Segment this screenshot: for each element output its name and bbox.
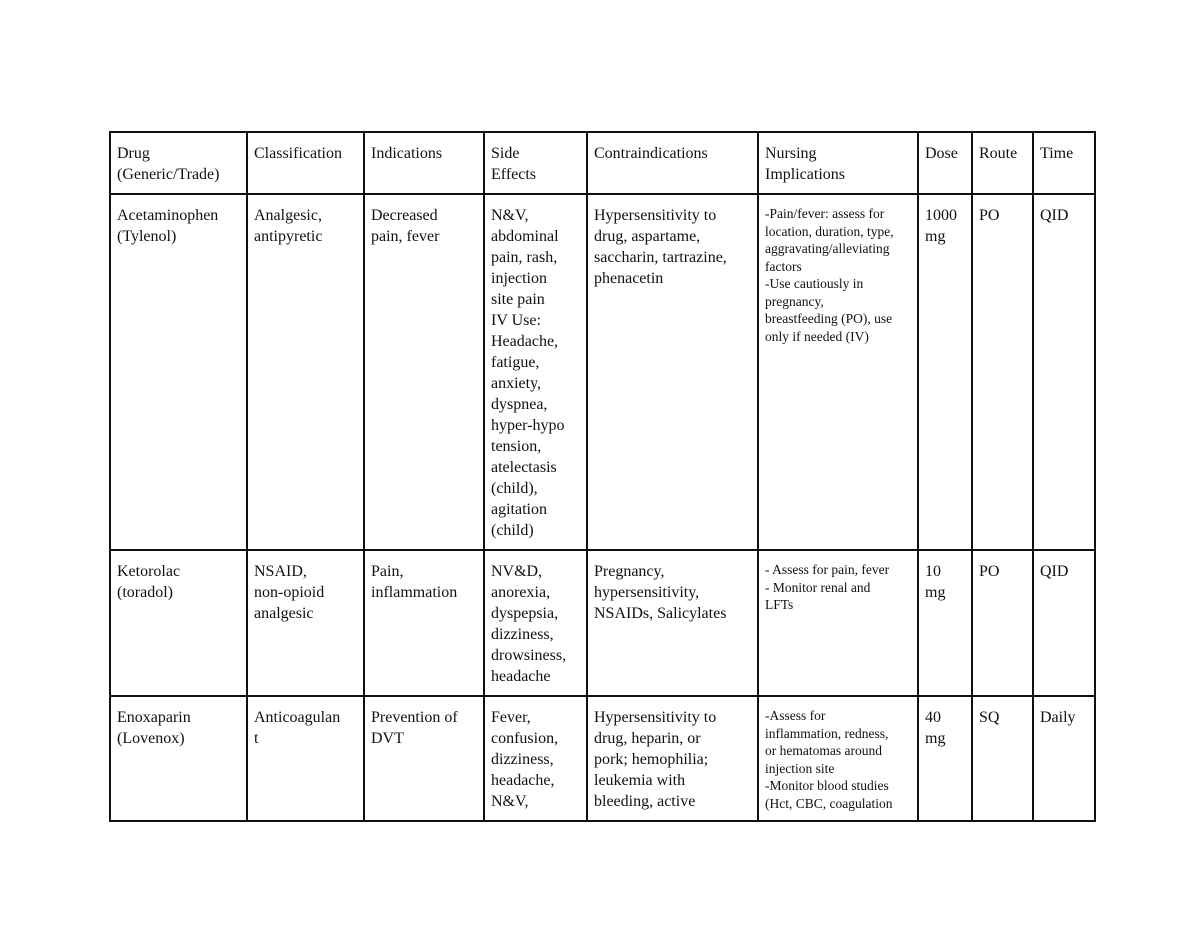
nursing-implications-cell: - Assess for pain, fever - Monitor renal and LFTs [758, 550, 918, 696]
table-row [110, 696, 1095, 821]
classification-cell: Analgesic, antipyretic [247, 194, 364, 550]
dose-cell: 40 mg [918, 696, 972, 821]
table-row [110, 194, 1095, 550]
header-indications: Indications [364, 132, 484, 194]
classification-cell: Anticoagulan t [247, 696, 364, 821]
drug-table [109, 131, 1096, 822]
header-time: Time [1033, 132, 1095, 194]
header-nursing-implications: Nursing Implications [758, 132, 918, 194]
side-effects-cell: NV&D, anorexia, dyspepsia, dizziness, drowsiness, headache [484, 550, 587, 696]
nursing-implications-cell: -Pain/fever: assess for location, duration, type, aggravating/alleviating factors -Use cautiously in pregnancy, breastfeeding (PO), use only if needed (IV) [758, 194, 918, 550]
header-dose: Dose [918, 132, 972, 194]
route-cell: PO [972, 194, 1033, 550]
table-row [110, 550, 1095, 696]
drug-cell: Ketorolac (toradol) [110, 550, 247, 696]
time-cell: QID [1033, 550, 1095, 696]
header-contraindications: Contraindications [587, 132, 758, 194]
header-drug: Drug (Generic/Trade) [110, 132, 247, 194]
indications-cell: Decreased pain, fever [364, 194, 484, 550]
side-effects-cell: Fever, confusion, dizziness, headache, N&V, [484, 696, 587, 821]
drug-cell: Enoxaparin (Lovenox) [110, 696, 247, 821]
contraindications-cell: Pregnancy, hypersensitivity, NSAIDs, Salicylates [587, 550, 758, 696]
time-cell: Daily [1033, 696, 1095, 821]
header-side-effects: Side Effects [484, 132, 587, 194]
contraindications-cell: Hypersensitivity to drug, heparin, or pork; hemophilia; leukemia with bleeding, active [587, 696, 758, 821]
header-row [110, 132, 1095, 194]
contraindications-cell: Hypersensitivity to drug, aspartame, saccharin, tartrazine, phenacetin [587, 194, 758, 550]
nursing-implications-cell: -Assess for inflammation, redness, or hematomas around injection site -Monitor blood studies (Hct, CBC, coagulation [758, 696, 918, 821]
side-effects-cell: N&V, abdominal pain, rash, injection site pain IV Use: Headache, fatigue, anxiety, dyspnea, hyper-hypo tension, atelectasis (child), agitation (child) [484, 194, 587, 550]
dose-cell: 1000 mg [918, 194, 972, 550]
header-route: Route [972, 132, 1033, 194]
drug-cell: Acetaminophen (Tylenol) [110, 194, 247, 550]
indications-cell: Pain, inflammation [364, 550, 484, 696]
route-cell: PO [972, 550, 1033, 696]
time-cell: QID [1033, 194, 1095, 550]
route-cell: SQ [972, 696, 1033, 821]
indications-cell: Prevention of DVT [364, 696, 484, 821]
dose-cell: 10 mg [918, 550, 972, 696]
classification-cell: NSAID, non-opioid analgesic [247, 550, 364, 696]
header-classification: Classification [247, 132, 364, 194]
